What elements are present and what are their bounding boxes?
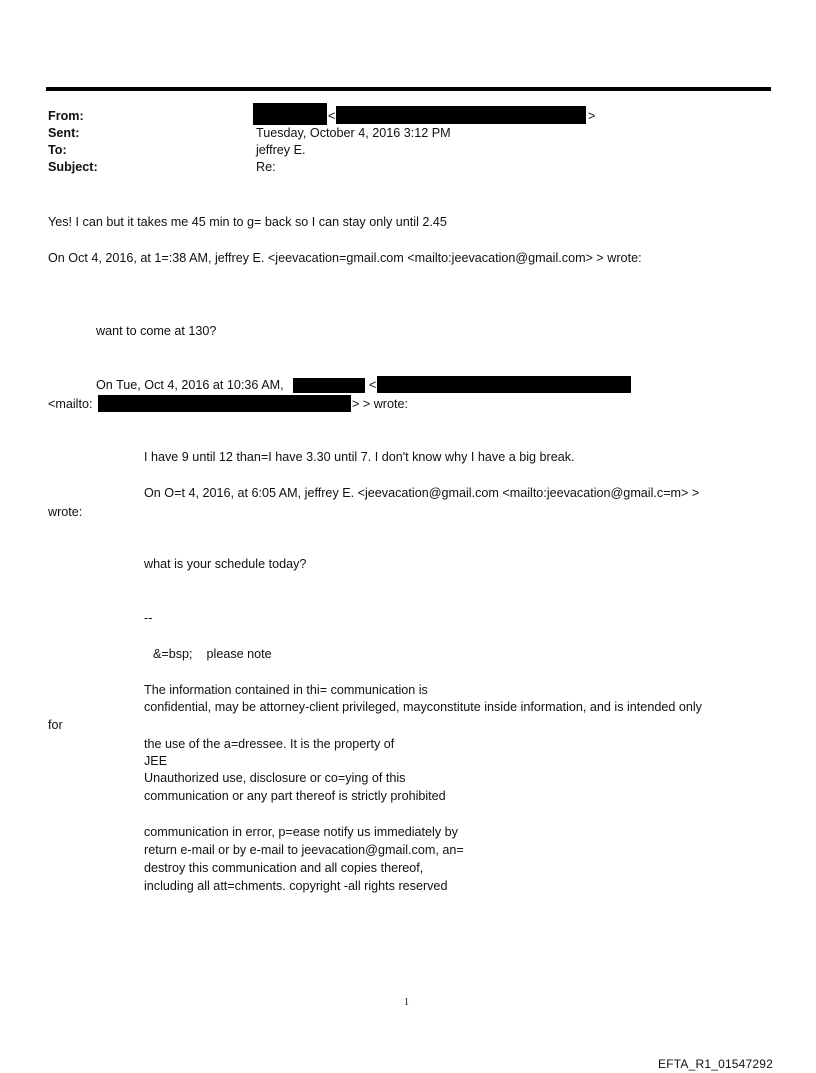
quote2-email-redaction: [377, 376, 631, 393]
quote3-wrote: wrote:: [48, 505, 83, 519]
from-email-redaction: [336, 106, 586, 124]
disclaimer-line-1: The information contained in thi= communication is: [144, 683, 428, 697]
from-close-bracket: >: [588, 109, 596, 123]
disclaimer-line-7: communication or any part thereof is strictly prohibited: [144, 789, 446, 803]
page-number: 1: [404, 997, 409, 1008]
bates-number: EFTA_R1_01547292: [658, 1057, 774, 1071]
disclaimer-line-5: JEE: [144, 754, 168, 768]
to-label: To:: [48, 143, 67, 157]
sent-value: Tuesday, October 4, 2016 3:12 PM: [256, 126, 451, 140]
from-name-redaction: [253, 103, 327, 125]
quote3-intro: On O=t 4, 2016, at 6:05 AM, jeffrey E. <jeevacation@gmail.com <mailto:jeevacation@gmail.c=m> >: [144, 486, 700, 500]
from-open-bracket: <: [328, 109, 336, 123]
disclaimer-line-9: return e-mail or by e-mail to jeevacation@gmail.com, an=: [144, 843, 464, 857]
quote2-name-redaction: [293, 378, 365, 393]
to-value: jeffrey E.: [256, 143, 306, 157]
disclaimer-line-6: Unauthorized use, disclosure or co=ying of this: [144, 771, 406, 785]
quote2-wrote: > > wrote:: [352, 397, 409, 411]
quote3-text: what is your schedule today?: [144, 557, 307, 571]
quote2-mailto: <mailto:: [48, 397, 93, 411]
disclaimer-line-10: destroy this communication and all copies thereof,: [144, 861, 424, 875]
disclaimer-line-4: the use of the a=dressee. It is the property of: [144, 737, 395, 751]
reply-text: Yes! I can but it takes me 45 min to g= back so I can stay only until 2.45: [48, 215, 447, 229]
from-label: From:: [48, 109, 84, 123]
subject-value: Re:: [256, 160, 276, 174]
quote2-mailto-redaction: [98, 395, 351, 412]
quote1-text: want to come at 130?: [96, 324, 217, 338]
signature-note: &=bsp; please note: [153, 647, 272, 661]
subject-label: Subject:: [48, 160, 98, 174]
quote2-open-bracket: <: [369, 378, 377, 392]
quote2-intro: On Tue, Oct 4, 2016 at 10:36 AM,: [96, 378, 284, 392]
disclaimer-line-8: communication in error, p=ease notify us immediately by: [144, 825, 458, 839]
signature-dashes: --: [144, 611, 153, 625]
sent-label: Sent:: [48, 126, 80, 140]
disclaimer-line-11: including all att=chments. copyright -all rights reserved: [144, 879, 448, 893]
disclaimer-line-2: confidential, may be attorney-client privileged, mayconstitute inside information, and is intended only: [144, 700, 702, 714]
disclaimer-line-3: for: [48, 718, 63, 732]
quote1-intro: On Oct 4, 2016, at 1=:38 AM, jeffrey E. <jeevacation=gmail.com <mailto:jeevacation@gmail.com> > wrote:: [48, 251, 642, 265]
header-rule: [46, 87, 771, 91]
quote2-text: I have 9 until 12 than=I have 3.30 until 7. I don't know why I have a big break.: [144, 450, 575, 464]
